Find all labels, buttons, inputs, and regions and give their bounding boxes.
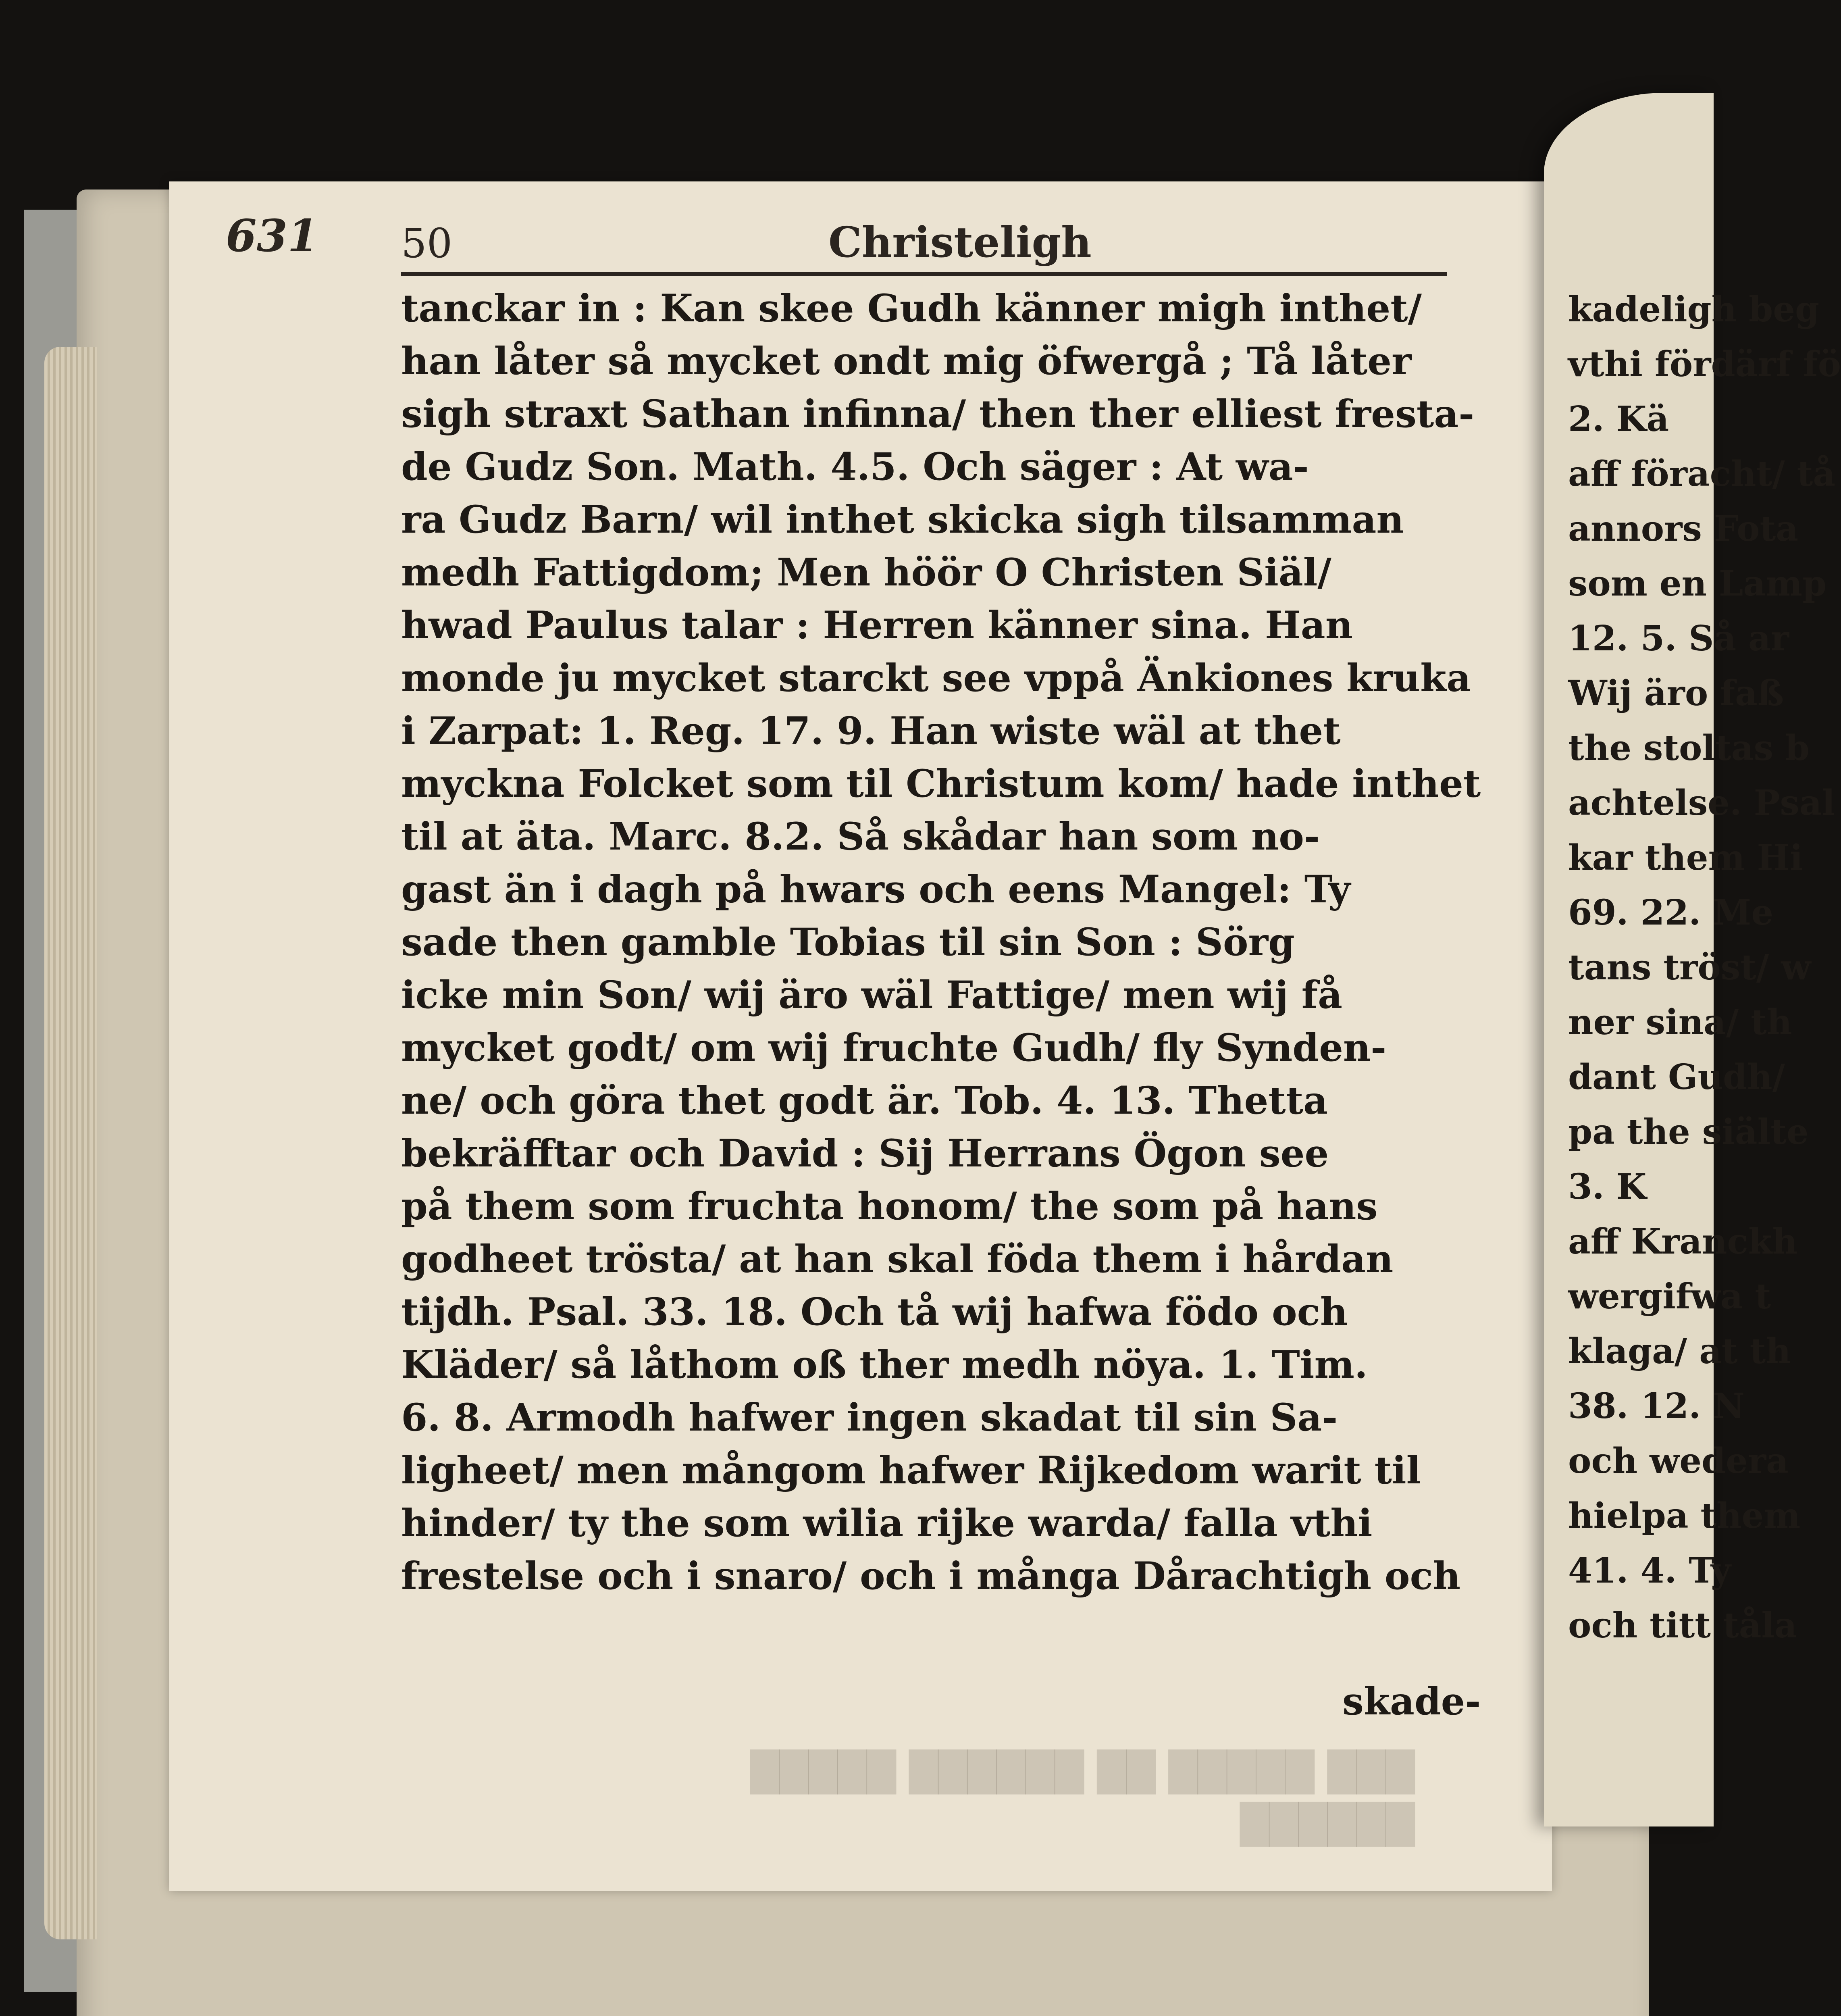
text-line: 6. 8. Armodh hafwer ingen skadat til sin Sa- (401, 1395, 1338, 1440)
right-page-text (1568, 282, 1841, 1653)
text-line: hwad Paulus talar : Herren känner sina. Han (401, 603, 1353, 648)
catchword: skade- (1342, 1679, 1481, 1724)
text-line: sade then gamble Tobias til sin Son : Sörg (401, 920, 1295, 964)
text-line: på them som fruchta honom/ the som på hans (401, 1184, 1378, 1229)
right-text-line: klaga/ at th (1568, 1331, 1791, 1372)
text-line: godheet trösta/ at han skal föda them i hårdan (401, 1237, 1394, 1281)
manuscript-page-note: 631 (226, 210, 318, 262)
text-line: frestelse och i snaro/ och i många Dårachtigh och (401, 1554, 1461, 1598)
right-text-line: 41. 4. Ty (1568, 1550, 1731, 1591)
right-text-line: the stoltas b (1568, 728, 1810, 768)
text-line: Kläder/ så låthom oß ther medh nöya. 1. Tim. (401, 1343, 1368, 1387)
page-edges (44, 347, 97, 1939)
right-text-line: dant Gudh/ (1568, 1057, 1785, 1098)
right-text-line: ner sina/ th (1568, 1002, 1792, 1043)
text-line: gast än i dagh på hwars och eens Mangel: Ty (401, 867, 1351, 912)
text-line: ra Gudz Barn/ wil inthet skicka sigh tilsamman (401, 498, 1404, 542)
right-text-line: kadeligh beg (1568, 289, 1820, 330)
text-line: tijdh. Psal. 33. 18. Och tå wij hafwa födo och (401, 1290, 1348, 1334)
text-line: mycket godt/ om wij fruchte Gudh/ fly Synden- (401, 1026, 1387, 1070)
right-text-line: 2. Kä (1568, 399, 1669, 439)
right-text-line: annors Fota (1568, 508, 1798, 549)
right-text-line: achtelse. Psal (1568, 783, 1835, 823)
running-title: Christeligh (828, 217, 1092, 267)
right-text-line: pa the siälte (1568, 1112, 1809, 1152)
right-text-line: aff Kranckh (1568, 1221, 1798, 1262)
text-line: sigh straxt Sathan infinna/ then ther elliest fresta- (401, 392, 1475, 436)
text-line: hinder/ ty the som wilia rijke warda/ falla vthi (401, 1501, 1373, 1545)
text-line: de Gudz Son. Math. 4.5. Och säger : At wa- (401, 445, 1309, 489)
right-text-line: aff föracht/ tå (1568, 454, 1836, 494)
show-through-text: ███ █████ ██ ██████ █████ ██████ (750, 1750, 1415, 1847)
right-text-line: hielpa them (1568, 1495, 1801, 1536)
right-text-line: Wij äro faß (1568, 673, 1784, 714)
text-line: til at äta. Marc. 8.2. Så skådar han som no- (401, 814, 1320, 859)
right-text-line: som en Lamp (1568, 563, 1827, 604)
text-line: monde ju mycket starckt see vppå Änkiones kruka (401, 656, 1471, 700)
text-line: tanckar in : Kan skee Gudh känner migh inthet/ (401, 286, 1422, 331)
page-header (401, 212, 1447, 276)
right-text-line: 12. 5. Så ar (1568, 618, 1789, 659)
text-line: han låter så mycket ondt mig öfwergå ; Tå låter (401, 339, 1412, 383)
right-text-line: kar them Hi (1568, 837, 1803, 878)
text-line: medh Fattigdom; Men höör O Christen Siäl/ (401, 550, 1331, 595)
right-text-line: vthi fördärf fö (1568, 344, 1841, 385)
right-page (1544, 93, 1841, 1826)
page-number: 50 (401, 220, 453, 267)
right-text-line: tans tröst/ w (1568, 947, 1811, 988)
right-text-line: och titt tåla (1568, 1605, 1797, 1646)
right-text-line: 38. 12. N (1568, 1386, 1745, 1427)
body-text (401, 282, 1481, 1603)
text-line: myckna Folcket som til Christum kom/ hade inthet (401, 762, 1481, 806)
text-line: bekräfftar och David : Sij Herrans Ögon see (401, 1131, 1329, 1176)
right-text-line: 69. 22. Me (1568, 892, 1774, 933)
right-text-line: och wedera (1568, 1441, 1789, 1481)
text-line: icke min Son/ wij äro wäl Fattige/ men wij få (401, 973, 1342, 1017)
text-line: ligheet/ men mångom hafwer Rijkedom warit til (401, 1448, 1421, 1493)
right-text-line: 3. K (1568, 1166, 1647, 1207)
right-text-line: wergifwa t (1568, 1276, 1771, 1317)
text-line: ne/ och göra thet godt är. Tob. 4. 13. Thetta (401, 1079, 1328, 1123)
text-line: i Zarpat: 1. Reg. 17. 9. Han wiste wäl at thet (401, 709, 1341, 753)
